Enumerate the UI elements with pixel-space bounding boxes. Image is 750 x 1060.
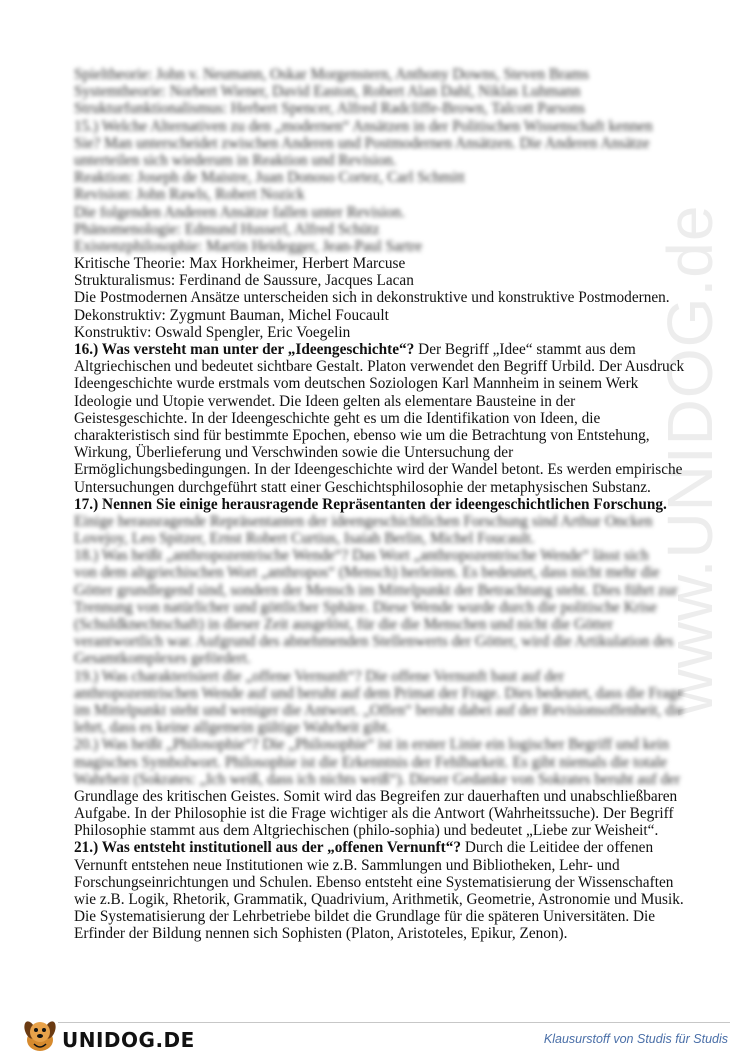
- question-16: [74, 341, 694, 358]
- text-line: Ideengeschichte wurde erstmals vom deutschen Soziologen Karl Mannheim in seinem Werk: [74, 375, 639, 393]
- watermark: www.UNIDOG.de: [654, 204, 726, 716]
- blurred-line: Revision: John Rawls, Robert Nozick: [74, 186, 305, 204]
- text-line: Die Systematisierung der Lehrbetriebe bildet die Grundlage für die späteren Universitäten. Die: [74, 908, 656, 926]
- text-line: Untersuchungen durchgeführt statt einer Geschichtsphilosophie der metaphysischen Substanz.: [74, 478, 651, 496]
- blurred-line: von dem altgriechischen Wort „anthropos“ (Mensch) herleiten. Es bedeutet, dass nicht mehr die: [74, 564, 660, 582]
- text-line: Altgriechischen und bedeutet sichtbare Gestalt. Platon verwendet den Begriff Urbild. Der Ausdruck: [74, 358, 685, 376]
- blurred-line: Spieltheorie: John v. Neumann, Oskar Morgenstern, Anthony Downs, Steven Brams: [74, 66, 589, 83]
- blurred-line: Existenzphilosophie: Martin Heidegger, Jean-Paul Sartre: [74, 237, 423, 255]
- blurred-line: Systemtheorie: Norbert Wiener, David Easton, Robert Alan Dahl, Niklas Luhmann: [74, 83, 581, 101]
- question-17-heading: 17.) Nennen Sie einige herausragende Repräsentanten der ideengeschichtlichen Forschung.: [74, 495, 667, 513]
- text-line: Kritische Theorie: Max Horkheimer, Herbert Marcuse: [74, 255, 406, 273]
- blurred-line: Strukturfunktionalismus: Herbert Spencer, Alfred Radcliffe-Brown, Talcott Parsons: [74, 100, 585, 118]
- text-line: Vernunft entstehen neue Institutionen wie z.B. Sammlungen und Bibliotheken, Lehr- und: [74, 856, 620, 874]
- blurred-line: (Schuldknechtschaft) in dieser Zeit ausgelöst, für die die Menschen und nicht die Götter: [74, 616, 614, 633]
- logo-text: UNIDOG.DE: [62, 1028, 195, 1052]
- dog-mascot-icon: [20, 1014, 60, 1054]
- text-line: Aufgabe. In der Philosophie ist die Frage wichtiger als die Antwort (Wahrheitssuche). Der Begriff: [74, 805, 674, 823]
- text-line: Strukturalismus: Ferdinand de Saussure, Jacques Lacan: [74, 272, 414, 290]
- blurred-line: 19.) Was charakterisiert die „offene Vernunft“? Die offene Vernunft baut auf der: [74, 667, 565, 685]
- blurred-line: 15.) Welche Alternativen zu den „modernen“ Ansätzen in der Politischen Wissenschaft kennen: [74, 117, 653, 135]
- answer-text: Der Begriff „Idee“ stammt aus dem: [414, 341, 636, 358]
- answer-text: Durch die Leitidee der offenen: [461, 839, 654, 857]
- text-line: Philosophie stammt aus dem Altgriechischen (philo-sophia) und bedeutet „Liebe zur Weisheit“.: [74, 822, 659, 840]
- blurred-line: Götter grundlegend sind, sondern der Mensch im Mittelpunkt der Betrachtung steht. Dies führt zur: [74, 581, 678, 599]
- blurred-line: Einige herausragende Repräsentanten der ideengeschichtlichen Forschung sind Arthur Oncken: [74, 512, 653, 530]
- blurred-line: 20.) Was heißt „Philosophie“? Die „Philosophie“ ist in erster Linie ein logischer Begriff und kein: [74, 736, 670, 754]
- blurred-line: verantwortlich war. Aufgrund des abnehmenden Stellenwerts der Götter, wird die Artikulation des: [74, 633, 674, 651]
- blurred-line: unterteilen sich wiederum in Reaktion und Revision.: [74, 151, 397, 169]
- text-line: Konstruktiv: Oswald Spengler, Eric Voegelin: [74, 323, 351, 341]
- unidog-logo[interactable]: [20, 1014, 195, 1054]
- question-heading: 21.) Was entsteht institutionell aus der „offenen Vernunft“?: [74, 839, 461, 857]
- text-line: Ermöglichungsbedingungen. In der Ideengeschichte wird der Wandel betont. Es werden empirische: [74, 461, 683, 479]
- blurred-line: Sie? Man unterscheidet zwischen Anderen und Postmodernen Ansätzen. Die Anderen Ansätze: [74, 134, 650, 152]
- text-line: Ideologie und Utopie verwendet. Die Ideen gelten als elementare Bausteine in der: [74, 392, 576, 410]
- blurred-line: Phänomenologie: Edmund Husserl, Alfred Schütz: [74, 220, 380, 238]
- text-line: Grundlage des kritischen Geistes. Somit wird das Begreifen zur dauerhaften und unabschließbaren: [74, 787, 678, 805]
- blurred-line: Trennung von natürlicher und göttlicher Sphäre. Diese Wende wurde durch die politische Krise: [74, 598, 657, 616]
- blurred-line: Wahrheit (Sokrates: „Ich weiß, dass ich nichts weiß“). Dieser Gedanke von Sokrates beruht auf der: [74, 770, 681, 788]
- blurred-line: Lovejoy, Leo Spitzer, Ernst Robert Curtius, Isaiah Berlin, Michel Foucault.: [74, 530, 535, 548]
- blurred-line: anthropozentrischen Wende auf und beruht auf dem Primat der Frage. Dies bedeutet, dass die Frage: [74, 684, 684, 702]
- text-line: Forschungseinrichtungen und Schulen. Ebenso entsteht eine Systematisierung der Wissenschaften: [74, 873, 674, 891]
- document-body: [74, 66, 694, 943]
- blurred-line: Reaktion: Joseph de Maistre, Juan Donoso Cortez, Carl Schmitt: [74, 169, 465, 187]
- question-21: [74, 839, 694, 856]
- blurred-line: Gesamtkomplexes gefördert.: [74, 650, 251, 668]
- text-line: charakteristisch sind für bestimmte Epochen, ebenso wie um die Betrachtung von Entstehung,: [74, 426, 650, 444]
- text-line: Wirkung, Überlieferung und Verschwinden sowie die Untersuchung der: [74, 444, 514, 462]
- blurred-line: 18.) Was heißt „anthropozentrische Wende“? Das Wort „anthropozentrische Wende“ lässt sich: [74, 547, 649, 565]
- blurred-line: Die folgenden Anderen Ansätze fallen unter Revision.: [74, 203, 405, 221]
- question-heading: 16.) Was versteht man unter der „Ideengeschichte“?: [74, 341, 415, 358]
- text-line: Dekonstruktiv: Zygmunt Bauman, Michel Foucault: [74, 306, 389, 324]
- text-line: Die Postmodernen Ansätze unterscheiden sich in dekonstruktive und konstruktive Postmodernen.: [74, 289, 670, 307]
- blurred-line: lehrt, dass es keine allgemein gültige Wahrheit gibt.: [74, 719, 391, 737]
- text-line: Erfinder der Bildung nennen sich Sophisten (Platon, Aristoteles, Epikur, Zenon).: [74, 925, 568, 943]
- footer-tagline: Klausurstoff von Studis für Studis: [543, 1032, 728, 1046]
- text-line: Geistesgeschichte. In der Ideengeschichte geht es um die Identifikation von Ideen, die: [74, 409, 601, 427]
- blurred-line: magisches Symbolwort. Philosophie ist die Erkenntnis der Fehlbarkeit. Es gibt niemals die totale: [74, 753, 668, 771]
- blurred-line: im Mittelpunkt steht und weniger die Antwort. „Offen“ beruht dabei auf der Revisionsoffenheit, die: [74, 701, 684, 719]
- text-line: wie z.B. Logik, Rhetorik, Grammatik, Quadrivium, Arithmetik, Geometrie, Astronomie und Musik.: [74, 891, 684, 908]
